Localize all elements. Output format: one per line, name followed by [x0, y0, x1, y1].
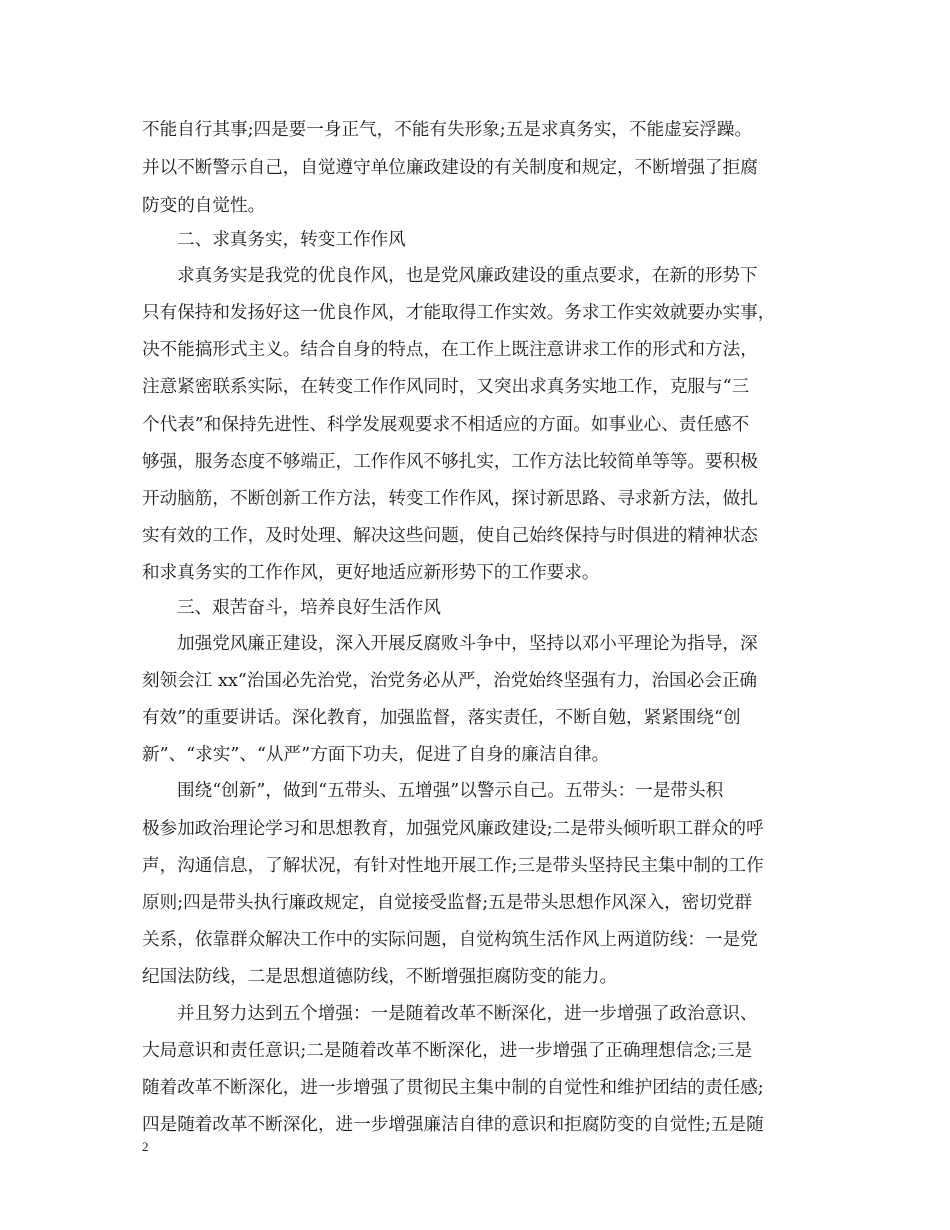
body-text-line: 刻领会江 xx“治国必先治党，治党务必从严，治党始终坚强有力，治国必会正确	[142, 671, 758, 691]
body-text-line: 关系，依靠群众解决工作中的实际问题，自觉构筑生活作风上两道防线：一是党	[142, 930, 758, 950]
section-heading: 三、艰苦奋斗，培养良好生活作风	[177, 598, 441, 618]
body-text-line: 新”、“求实”、“从严”方面下功夫，促进了自身的廉洁自律。	[142, 745, 610, 765]
page-number: 2	[142, 1139, 149, 1154]
paragraph-first-line: 并且努力达到五个增强：一是随着改革不断深化，进一步增强了政治意识、	[177, 1004, 758, 1024]
body-text-line: 开动脑筋，不断创新工作方法，转变工作作风，探讨新思路、寻求新方法，做扎	[142, 489, 758, 509]
body-text-line: 只有保持和发扬好这一优良作风，才能取得工作实效。务求工作实效就要办实事，	[142, 303, 776, 323]
body-text-line: 四是随着改革不断深化，进一步增强廉洁自律的意识和拒腐防变的自觉性;五是随	[142, 1115, 764, 1135]
body-text-line: 实有效的工作，及时处理、解决这些问题，使自己始终保持与时俱进的精神状态	[142, 526, 758, 546]
body-text-line: 极参加政治理论学习和思想教育，加强党风廉政建设;二是带头倾听职工群众的呼	[142, 819, 764, 839]
body-text-line: 防变的自觉性。	[142, 196, 266, 216]
body-text-line: 并以不断警示自己，自觉遵守单位廉政建设的有关制度和规定，不断增强了拒腐	[142, 158, 758, 178]
paragraph-first-line: 围绕“创新”，做到“五带头、五增强”以警示自己。五带头：一是带头积	[177, 781, 724, 801]
body-text-line: 够强，服务态度不够端正，工作作风不够扎实，工作方法比较简单等等。要积极	[142, 452, 758, 472]
paragraph-first-line: 加强党风廉正建设，深入开展反腐败斗争中，坚持以邓小平理论为指导，深	[177, 634, 758, 654]
body-text-line: 随着改革不断深化，进一步增强了贯彻民主集中制的自觉性和维护团结的责任感;	[142, 1078, 764, 1098]
body-text-line: 纪国法防线，二是思想道德防线，不断增强拒腐防变的能力。	[142, 967, 618, 987]
body-text-line: 原则;四是带头执行廉政规定，自觉接受监督;五是带头思想作风深入，密切党群	[142, 893, 753, 913]
body-text-line: 大局意识和责任意识;二是随着改革不断深化，进一步增强了正确理想信念;三是	[142, 1041, 753, 1061]
section-heading: 二、求真务实，转变工作作风	[177, 230, 406, 250]
body-text-line: 决不能搞形式主义。结合自身的特点，在工作上既注意讲求工作的形式和方法，	[142, 340, 758, 360]
body-text-line: 不能自行其事;四是要一身正气，不能有失形象;五是求真务实，不能虚妄浮躁。	[142, 120, 753, 140]
body-text-line: 个代表”和保持先进性、科学发展观要求不相适应的方面。如事业心、责任感不	[142, 415, 750, 435]
body-text-line: 声，沟通信息，了解状况，有针对性地开展工作;三是带头坚持民主集中制的工作	[142, 856, 764, 876]
body-text-line: 和求真务实的工作作风，更好地适应新形势下的工作要求。	[142, 563, 600, 583]
paragraph-first-line: 求真务实是我党的优良作风，也是党风廉政建设的重点要求，在新的形势下	[177, 266, 758, 286]
body-text-line: 有效”的重要讲话。深化教育，加强监督，落实责任，不断自勉，紧紧围绕“创	[142, 708, 741, 728]
body-text-line: 注意紧密联系实际，在转变工作作风同时，又突出求真务实地工作，克服与“三	[142, 377, 750, 397]
